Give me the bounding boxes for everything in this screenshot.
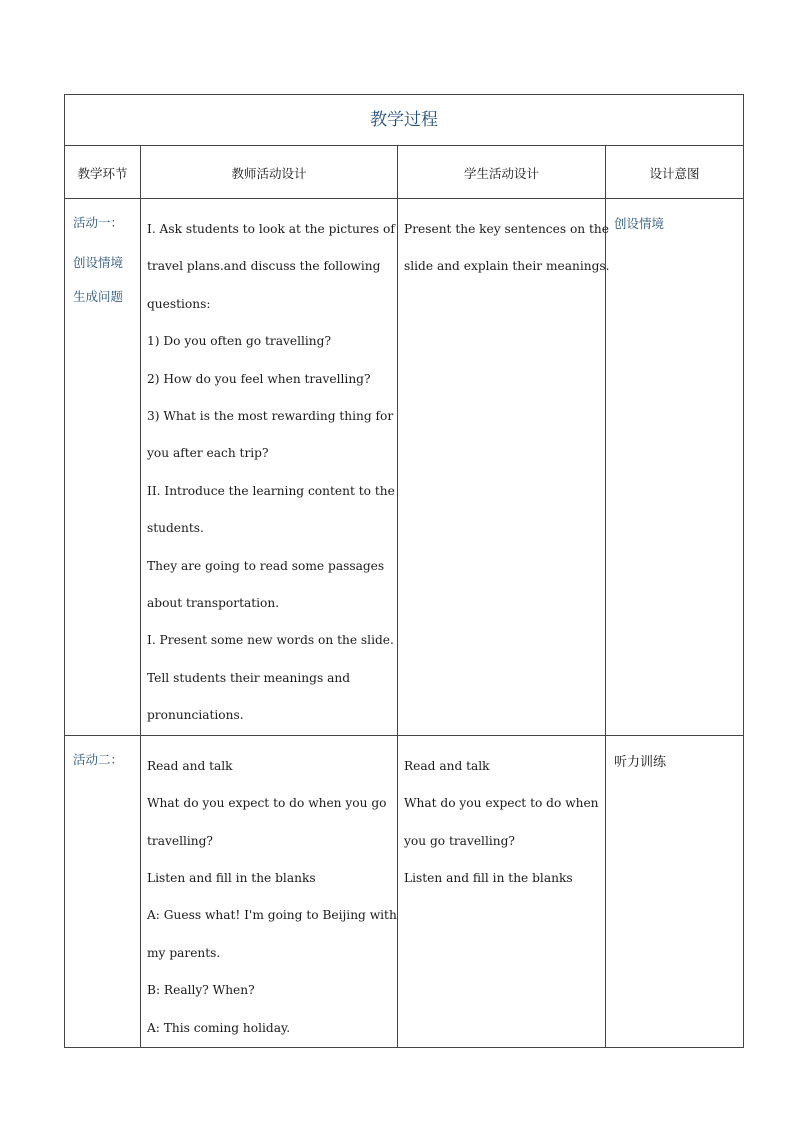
teacher-activity-cell <box>141 199 398 736</box>
teacher-activity-cell <box>141 735 398 1047</box>
teacher-line: They are going to read some passages <box>147 558 385 573</box>
purpose-text: 听力训练 <box>614 754 667 770</box>
header-purpose: 设计意图 <box>649 165 700 181</box>
teacher-line: 1) Do you often go travelling? <box>147 334 331 349</box>
table-title-cell <box>65 95 744 146</box>
teacher-line: Listen and fill in the blanks <box>147 870 316 885</box>
teacher-line: questions: <box>147 296 211 311</box>
teacher-line: 2) How do you feel when travelling? <box>147 371 371 386</box>
teacher-line: Read and talk <box>147 758 233 773</box>
stage-label: 活动一： <box>73 215 124 230</box>
student-line: What do you expect to do when <box>404 796 599 811</box>
student-line: you go travelling? <box>404 833 515 848</box>
teacher-line: pronunciations. <box>147 708 244 723</box>
stage-label: 创设情境 <box>73 255 124 270</box>
table-row <box>65 199 744 736</box>
header-teacher: 教师活动设计 <box>231 165 307 181</box>
teacher-line: you after each trip? <box>147 446 269 461</box>
purpose-cell <box>606 199 744 736</box>
student-line: Present the key sentences on the <box>404 222 609 236</box>
student-line: Listen and fill in the blanks <box>404 870 573 885</box>
stage-cell <box>65 735 141 1047</box>
teacher-line: B: Really? When? <box>147 983 255 998</box>
teacher-line: travel plans.and discuss the following <box>147 259 381 274</box>
purpose-text: 创设情境 <box>614 216 665 231</box>
teacher-line: Tell students their meanings and <box>147 670 350 685</box>
teacher-line: about transportation. <box>147 596 280 611</box>
teaching-process-table <box>64 94 744 1048</box>
student-activity-cell <box>398 199 610 736</box>
stage-label: 生成问题 <box>73 289 124 304</box>
header-cell-purpose <box>606 146 744 199</box>
teacher-line: travelling? <box>147 833 213 848</box>
teacher-line: A: This coming holiday. <box>147 1020 291 1035</box>
teacher-line: A: Guess what! I'm going to Beijing with <box>147 908 397 923</box>
teacher-line: I. Ask students to look at the pictures of <box>147 222 395 236</box>
stage-cell <box>65 199 141 736</box>
table-row <box>65 735 744 1047</box>
teacher-line: students. <box>147 521 204 536</box>
header-cell-student <box>398 146 606 199</box>
header-stage: 教学环节 <box>77 165 128 181</box>
purpose-cell <box>606 735 744 1047</box>
teacher-line: 3) What is the most rewarding thing for <box>147 409 394 424</box>
student-line: Read and talk <box>404 758 490 773</box>
teacher-line: my parents. <box>147 945 221 960</box>
student-activity-cell <box>398 735 606 1047</box>
stage-label: 活动二： <box>73 751 124 767</box>
header-cell-teacher <box>141 146 398 199</box>
teacher-line: I. Present some new words on the slide. <box>147 633 394 648</box>
header-cell-stage <box>65 146 141 199</box>
header-student: 学生活动设计 <box>463 165 539 181</box>
student-line: slide and explain their meanings. <box>404 259 610 274</box>
teacher-line: II. Introduce the learning content to the <box>147 483 395 498</box>
teacher-line: What do you expect to do when you go <box>147 796 387 811</box>
table-title: 教学过程 <box>370 110 438 130</box>
